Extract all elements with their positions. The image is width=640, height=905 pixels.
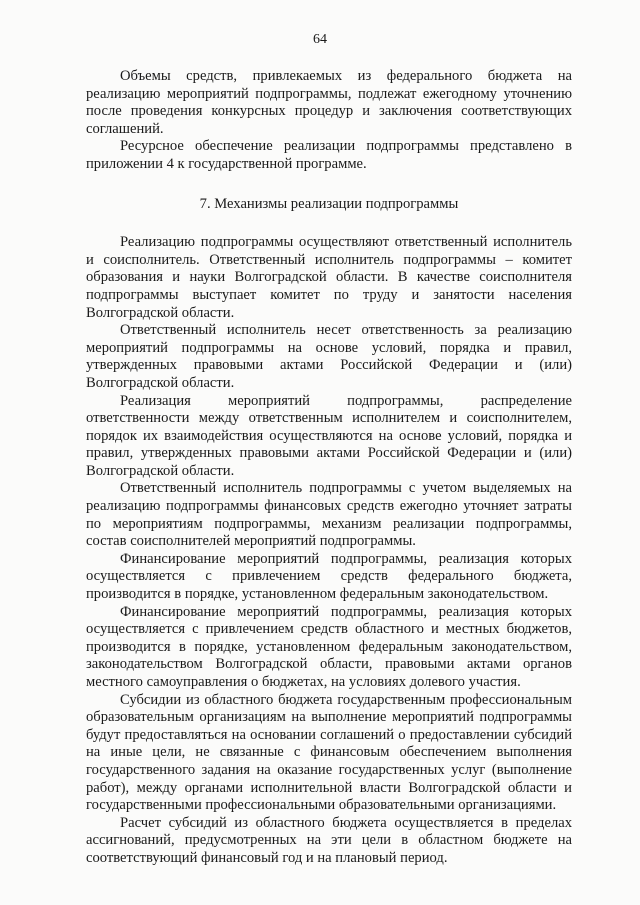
page-number: 64 [313,32,327,47]
paragraph-federal-financing: Финансирование мероприятий подпрограммы, реализация которых осуществляется с привлечением средств федерального бюджета, производится в порядке, установленном федеральным законодательством. [86,550,572,603]
paragraph-federal-budget-funds: Объемы средств, привлекаемых из федерального бюджета на реализацию мероприятий подпрограммы, подлежат ежегодному уточнению после проведения конкурсных процедур и заключения соответствующих соглашений. [86,68,572,137]
paragraph-interaction: Реализация мероприятий подпрограммы, распределение ответственности между ответственным исполнителем и соисполнителем, порядок их взаимодействия осуществляются на основе условий, порядка и правил, утвержденных правовыми актами Российской Федерации и (или) Волгоградской области. [86,392,572,479]
paragraph-subsidies: Субсидии из областного бюджета государственным профессиональным образовательным организациям на выполнение мероприятий подпрограммы будут предоставляться на основании соглашений о предоставлении субсидий на иные цели, не связанные с финансовым обеспечением выполнения государственного задания на оказание государственных услуг (выполнение работ), между органами исполнительной власти Волгоградской области и государственными профессиональными образовательными организациями. [86,691,572,814]
paragraph-resource-provision: Ресурсное обеспечение реализации подпрограммы представлено в приложении 4 к государственной программе. [86,138,572,172]
paragraph-subsidy-calculation: Расчет субсидий из областного бюджета осуществляется в пределах ассигнований, предусмотренных на эти цели в областном бюджете на соответствующий финансовый год и на плановый период. [86,814,572,866]
paragraph-annual-update: Ответственный исполнитель подпрограммы с учетом выделяемых на реализацию подпрограммы финансовых средств ежегодно уточняет затраты по мероприятиям подпрограммы, механизм реализации подпрограммы, состав соисполнителей мероприятий подпрограммы. [86,480,572,550]
paragraph-responsibility: Ответственный исполнитель несет ответственность за реализацию мероприятий подпрограммы на основе условий, порядка и правил, утвержденных правовыми актами Российской Федерации и (или) Волгоградской области. [86,322,572,391]
document-body [86,68,572,868]
paragraph-regional-financing: Финансирование мероприятий подпрограммы, реализация которых осуществляется с привлечением средств областного и местных бюджетов, производится в порядке, установленном федеральным законодательством, законодательством Волгоградской области, правовыми актами органов местного самоуправления о бюджетах, на условиях долевого участия. [86,603,572,690]
section-heading: 7. Механизмы реализации подпрограммы [199,195,459,212]
paragraph-executors: Реализацию подпрограммы осуществляют ответственный исполнитель и соисполнитель. Ответственный исполнитель подпрограммы – комитет образования и науки Волгоградской области. В качестве соисполнителя подпрограммы выступает комитет по труду и занятости населения Волгоградской области. [86,234,572,321]
